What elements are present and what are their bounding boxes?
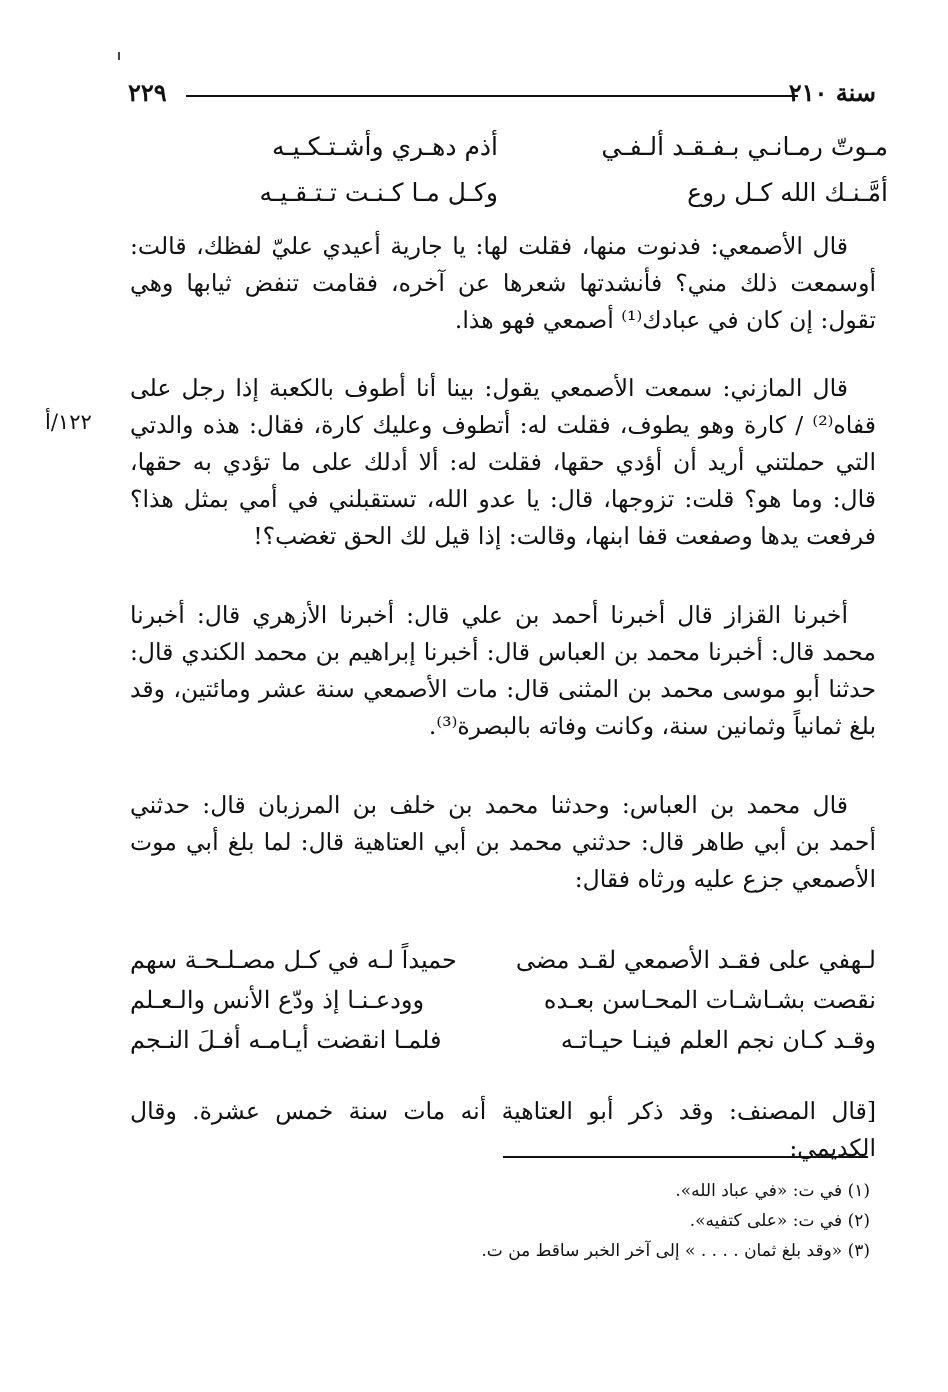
manuscript-folio-note: ١٢٢/أ — [45, 410, 92, 434]
elegy-poem — [130, 940, 876, 1060]
paragraph-abu-al-atahiya — [130, 787, 876, 898]
opening-verse-2 — [188, 178, 888, 218]
footnote: (٢) في ت: «على كتفيه». — [689, 1211, 870, 1231]
verse-first-hemistich: مـوتّ رمـانـي بـفـقـد ألـفـي — [601, 132, 888, 161]
year-label: سنة ٢١٠ — [788, 78, 876, 107]
poem-line — [130, 1020, 876, 1060]
header-rule — [186, 95, 798, 97]
paragraph-text: أخبرنا القزاز قال أخبرنا أحمد بن علي قال: أخبرنا الأزهري قال: أخبرنا محمد قال: أخبرنا محمد بن العباس قال: أخبرنا إبراهيم بن محمد الكندي قال: حدثنا أبو موسى محمد بن المثنى قال: مات الأصمعي سنة عشر ومائتين، وقد بلغ ثمانياً وثمانين سنة، وكانت وفاته بالبصرة⁽³⁾. — [130, 601, 876, 740]
poem-first-hemistich: وقـد كـان نجم العلم فينـا حيـاتـه — [560, 1026, 876, 1054]
footnotes — [170, 1176, 870, 1266]
page-number: ٢٢٩ — [128, 78, 167, 107]
verse-second-hemistich: أذم دهـري وأشـتـكـيـه — [271, 132, 498, 161]
paragraph-text: قال محمد بن العباس: وحدثنا محمد بن خلف بن المرزبان قال: حدثني أحمد بن أبي طاهر قال: حدثني محمد بن أبي العتاهية قال: لما بلغ أبي موت الأصمعي جزع عليه ورثاه فقال: — [130, 791, 876, 893]
scan-mark — [118, 52, 120, 60]
poem-first-hemistich: نقصت بشـاشـات المحـاسن بعـده — [543, 986, 876, 1014]
paragraph-text: قال الأصمعي: فدنوت منها، فقلت لها: يا جارية أعيدي عليّ لفظك، قالت: أوسمعت ذلك مني؟ فأنشدتها شعرها عن آخره، فقامت تنفض ثيابها وهي تقول: إن كان في عبادك⁽¹⁾ أصمعي فهو هذا. — [130, 232, 876, 334]
footnote-rule — [503, 1156, 868, 1158]
footnote: (١) في ت: «في عباد الله». — [675, 1181, 870, 1201]
poem-line — [130, 980, 876, 1020]
verse-second-hemistich: وكـل مـا كـنـت تـتـقـيـه — [259, 178, 498, 207]
running-header — [128, 78, 876, 114]
poem-second-hemistich: وودعـنـا إذ ودّع الأنس والـعـلم — [130, 986, 425, 1014]
poem-line — [130, 940, 876, 980]
paragraph-text: [قال المصنف: وقد ذكر أبو العتاهية أنه مات سنة خمس عشرة. وقال الكديمي: — [130, 1097, 876, 1162]
poem-first-hemistich: لـهفي على فقـد الأصمعي لقـد مضى — [515, 946, 876, 974]
paragraph-mazini-story — [130, 370, 876, 555]
verse-first-hemistich: أمَّـنـك الله كـل روع — [687, 178, 888, 207]
poem-second-hemistich: حميداً لـه في كـل مصـلـحـة سهم — [130, 946, 457, 974]
paragraph-asmai-reply — [130, 228, 876, 339]
poem-second-hemistich: فلمـا انقضت أيـامـه أفـلَ النـجم — [130, 1026, 442, 1054]
paragraph-text: قال المازني: سمعت الأصمعي يقول: بينا أنا أطوف بالكعبة إذا رجل على قفاه⁽²⁾ / كارة وهو يطوف، فقلت له: أتطوف وعليك كارة، فقال: هذه والدتي التي حملتني أريد أن أؤدي حقها، فقلت له: ألا أدلك على ما تؤدي به حقها، قال: وما هو؟ قلت: تزوجها، قال: يا عدو الله، تستقبلني في أمي بمثل هذا؟ فرفعت يدها وصفعت قفا ابنها، وقالت: إذا قيل لك الحق تغضب؟! — [130, 374, 876, 550]
footnote: (٣) «وقد بلغ ثمان . . . . » إلى آخر الخبر ساقط من ت. — [481, 1241, 870, 1261]
opening-verse-1 — [188, 132, 888, 172]
paragraph-death-report — [130, 597, 876, 745]
